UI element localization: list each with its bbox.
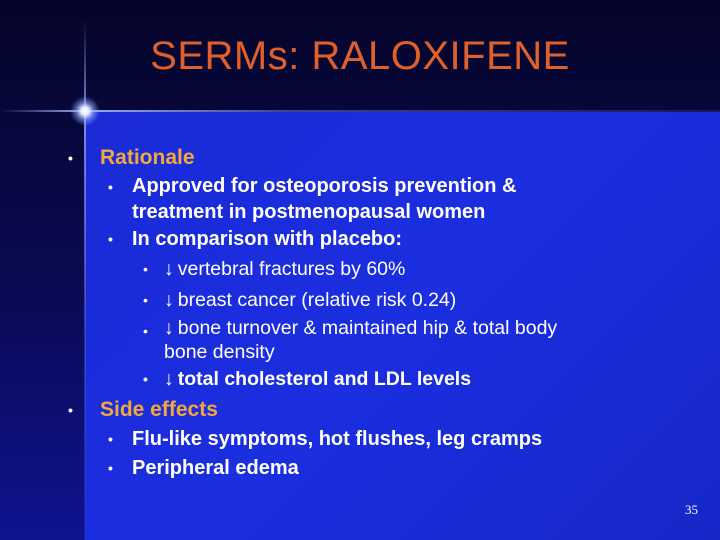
sub-item-text: bone turnover & maintained hip & total body — [177, 317, 558, 339]
item-text-continued: treatment in postmenopausal women — [132, 201, 486, 223]
section-rationale — [68, 143, 688, 173]
bullet-icon: • — [143, 292, 148, 308]
sub-item-text: total cholesterol and LDL levels — [177, 368, 472, 390]
down-arrow-icon: ↓ — [164, 368, 174, 390]
sub-list-item — [68, 364, 688, 395]
sub-list-item — [68, 316, 688, 364]
bullet-icon: • — [143, 323, 148, 339]
bullet-icon: • — [68, 150, 73, 166]
item-text: Approved for osteoporosis prevention & — [132, 175, 517, 197]
bullet-list — [68, 143, 688, 483]
bullet-icon: • — [108, 231, 113, 247]
horizontal-accent-line — [0, 110, 720, 112]
page-number: 35 — [685, 502, 698, 517]
bullet-icon: • — [108, 431, 113, 447]
bullet-icon: • — [68, 402, 73, 418]
list-item — [68, 425, 688, 454]
down-arrow-icon: ↓ — [164, 289, 174, 311]
list-item — [68, 225, 688, 254]
sparkle-icon — [70, 96, 100, 126]
sub-item-text-continued: bone density — [164, 341, 275, 363]
list-item — [68, 454, 688, 483]
bullet-icon: • — [108, 179, 113, 195]
down-arrow-icon: ↓ — [164, 317, 174, 339]
bullet-icon: • — [143, 261, 148, 277]
item-text: Peripheral edema — [132, 457, 299, 479]
sub-item-text: vertebral fractures by 60% — [177, 258, 406, 280]
sub-item-text: breast cancer (relative risk 0.24) — [177, 289, 457, 311]
sub-list-item — [68, 285, 688, 316]
section-label: Rationale — [100, 146, 195, 169]
item-text: Flu-like symptoms, hot flushes, leg cramps — [132, 428, 543, 450]
item-text: In comparison with placebo: — [132, 228, 403, 250]
down-arrow-icon: ↓ — [164, 258, 174, 280]
list-item — [68, 173, 688, 225]
bullet-icon: • — [108, 460, 113, 476]
sub-list-item — [68, 254, 688, 285]
bullet-icon: • — [143, 371, 148, 387]
section-side-effects — [68, 395, 688, 425]
section-label: Side effects — [100, 398, 218, 421]
slide-title: SERMs: RALOXIFENE — [150, 34, 570, 78]
